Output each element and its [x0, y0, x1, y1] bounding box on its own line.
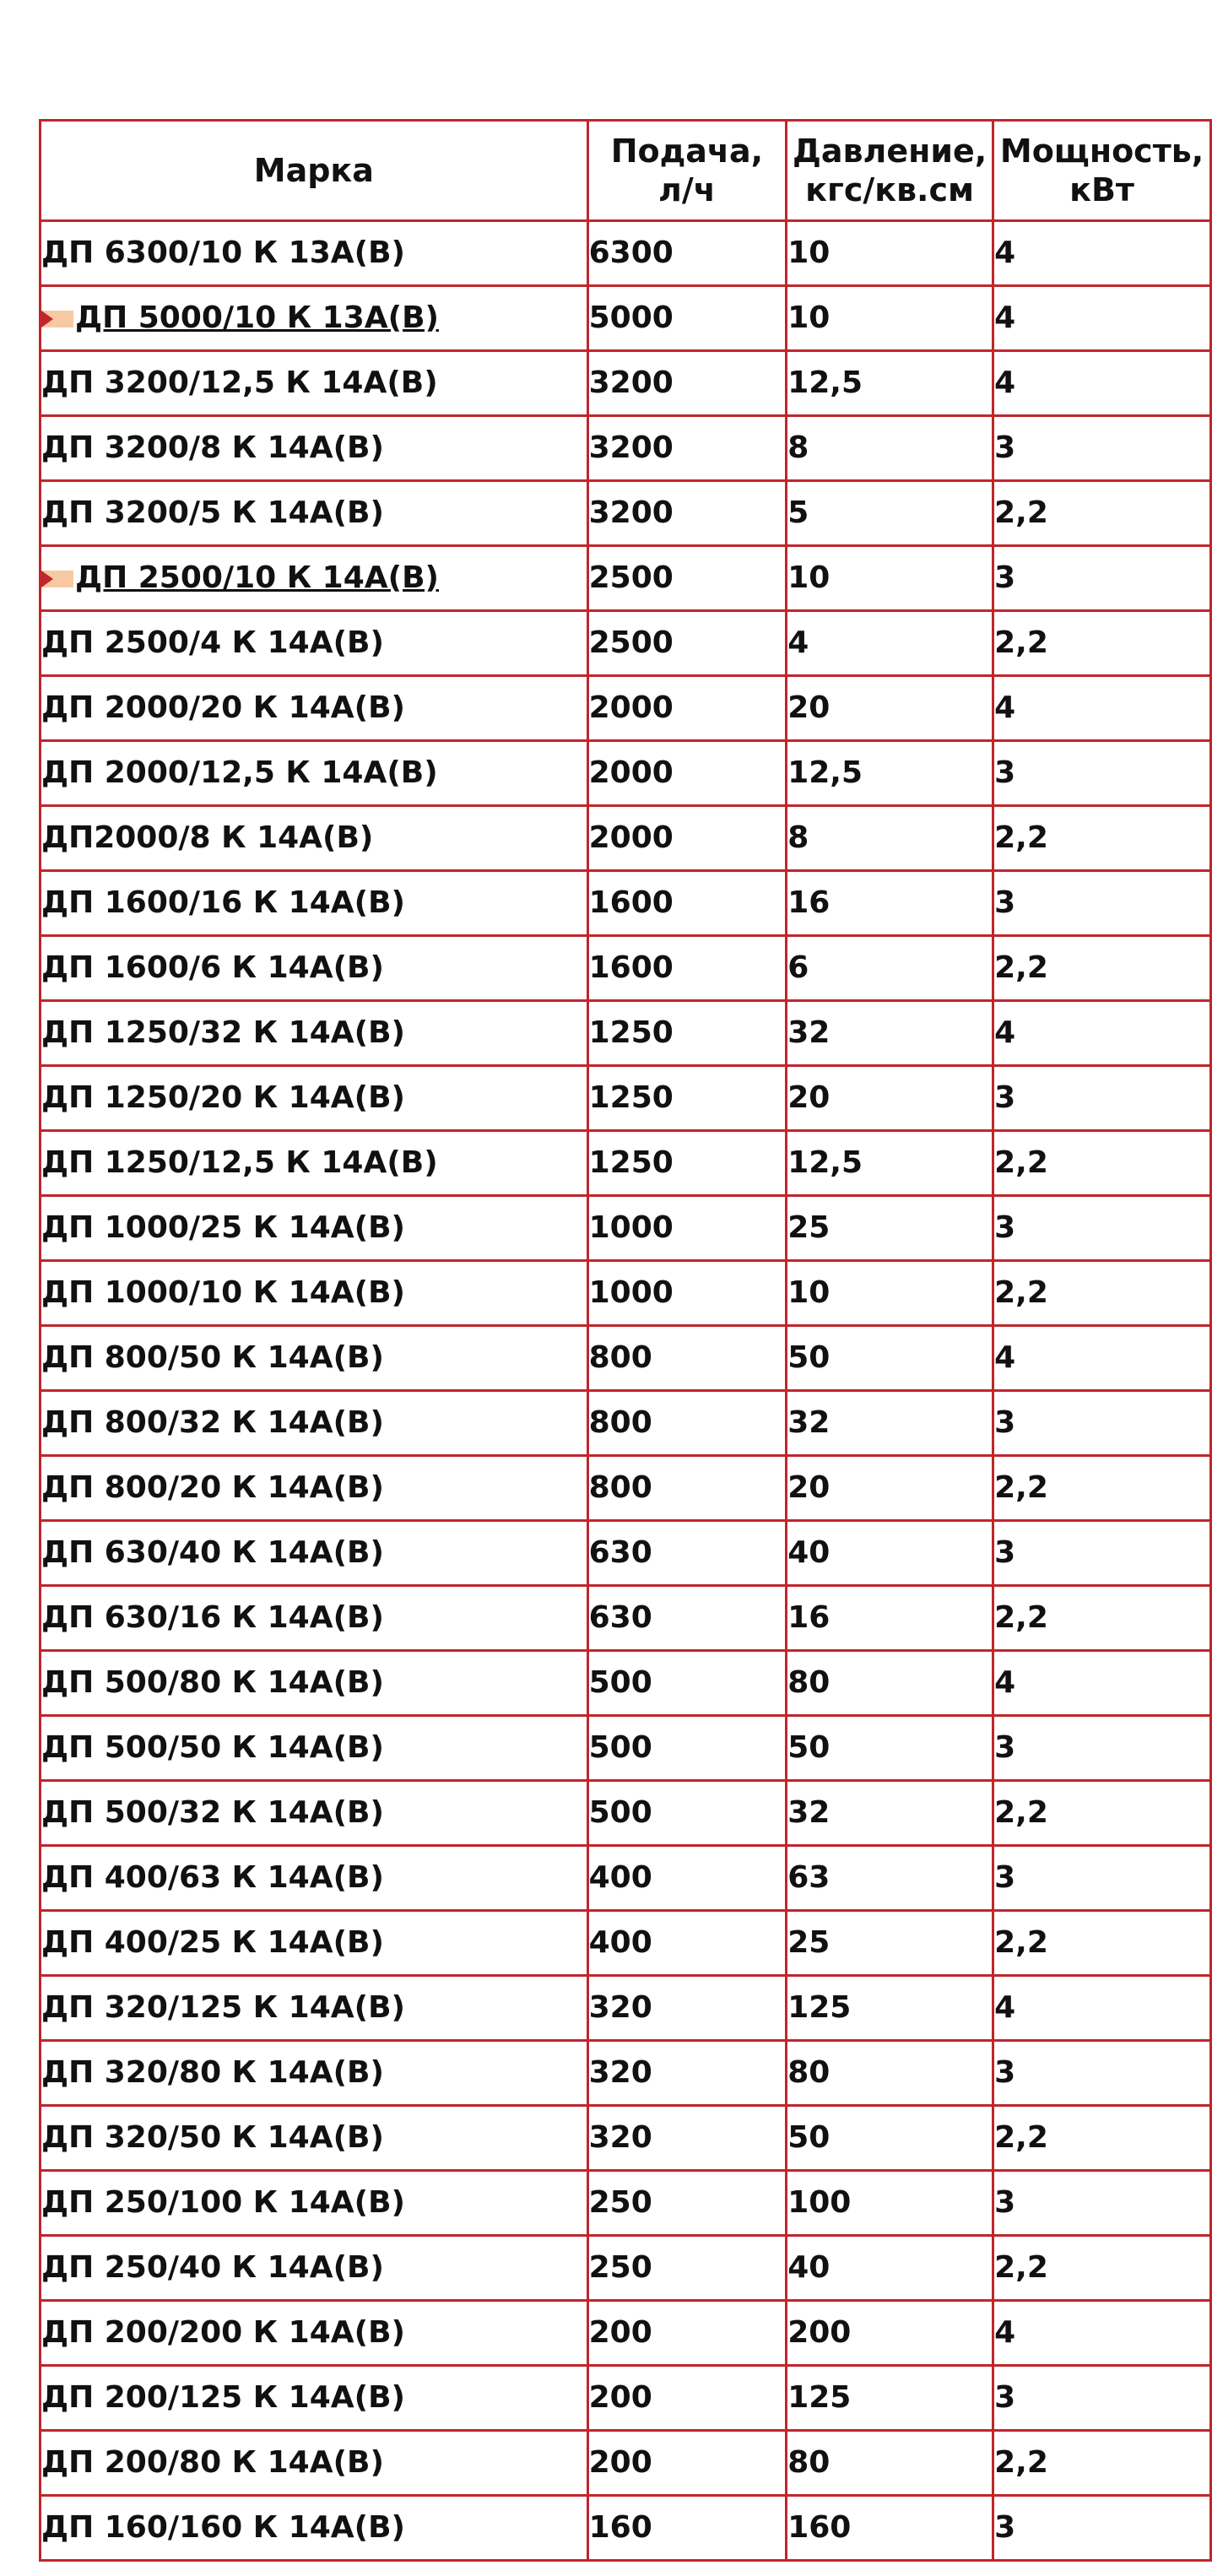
- cell-power: 3: [993, 2041, 1211, 2106]
- cell-pressure: 8: [787, 416, 993, 481]
- cell-mark: [41, 2366, 588, 2431]
- header-pressure: [787, 121, 993, 221]
- cell-pressure: 80: [787, 1651, 993, 1716]
- cell-power: 4: [993, 1976, 1211, 2041]
- cell-flow: 2000: [587, 676, 787, 741]
- header-mark: [41, 121, 588, 221]
- cell-flow: 630: [587, 1521, 787, 1586]
- mark-text: ДП 1000/10 К 14А(В): [41, 1275, 405, 1310]
- cell-pressure: 100: [787, 2171, 993, 2236]
- cell-pressure: 125: [787, 2366, 993, 2431]
- cell-pressure: 10: [787, 546, 993, 611]
- mark-text: ДП 250/40 К 14А(В): [41, 2250, 384, 2285]
- cell-pressure: 125: [787, 1976, 993, 2041]
- table-row: [41, 1391, 1211, 1456]
- header-power: [993, 121, 1211, 221]
- cell-flow: 250: [587, 2236, 787, 2301]
- cell-flow: 800: [587, 1456, 787, 1521]
- cell-power: 4: [993, 2301, 1211, 2366]
- cell-mark: [41, 1066, 588, 1131]
- cell-flow: 400: [587, 1846, 787, 1911]
- cell-power: 2,2: [993, 1456, 1211, 1521]
- table-row: [41, 546, 1211, 611]
- cell-flow: 200: [587, 2301, 787, 2366]
- cell-power: 2,2: [993, 1781, 1211, 1846]
- table-row: [41, 2301, 1211, 2366]
- cell-mark: [41, 1651, 588, 1716]
- mark-text: ДП 1250/20 К 14А(В): [41, 1080, 405, 1115]
- cell-mark: [41, 1261, 588, 1326]
- cell-power: 2,2: [993, 1911, 1211, 1976]
- mark-text: ДП 1000/25 К 14А(В): [41, 1210, 405, 1245]
- table-row: [41, 1781, 1211, 1846]
- cell-mark: [41, 741, 588, 806]
- table-row: [41, 286, 1211, 351]
- table-row: [41, 806, 1211, 871]
- mark-text: ДП 1600/16 К 14А(В): [41, 885, 405, 920]
- cell-mark: [41, 1781, 588, 1846]
- cell-pressure: 32: [787, 1391, 993, 1456]
- cell-power: 3: [993, 1846, 1211, 1911]
- product-link[interactable]: ДП 5000/10 К 13А(В): [75, 300, 439, 335]
- cell-pressure: 80: [787, 2431, 993, 2496]
- table-row: [41, 221, 1211, 286]
- cell-mark: [41, 611, 588, 676]
- cell-mark: [41, 351, 588, 416]
- mark-text: ДП 320/50 К 14А(В): [41, 2120, 384, 2155]
- mark-text: ДП 500/80 К 14А(В): [41, 1665, 384, 1700]
- mark-text: ДП 400/63 К 14А(В): [41, 1860, 384, 1895]
- cell-power: 4: [993, 1001, 1211, 1066]
- cell-mark: [41, 2236, 588, 2301]
- table-row: [41, 1651, 1211, 1716]
- cell-mark: [41, 481, 588, 546]
- cell-mark: [41, 1586, 588, 1651]
- mark-text: ДП 2500/4 К 14А(В): [41, 625, 384, 660]
- cell-flow: 320: [587, 1976, 787, 2041]
- cell-pressure: 12,5: [787, 741, 993, 806]
- mark-text: ДП2000/8 К 14А(В): [41, 820, 374, 855]
- mark-text: ДП 160/160 К 14А(В): [41, 2510, 405, 2545]
- product-link[interactable]: ДП 2500/10 К 14А(В): [75, 560, 439, 595]
- cell-mark: [41, 2106, 588, 2171]
- cell-flow: 3200: [587, 416, 787, 481]
- cell-pressure: 25: [787, 1911, 993, 1976]
- cell-pressure: 25: [787, 1196, 993, 1261]
- mark-text: ДП 1250/32 К 14А(В): [41, 1015, 405, 1050]
- table-row: [41, 2171, 1211, 2236]
- mark-text: ДП 6300/10 К 13А(В): [41, 235, 405, 270]
- table-row: [41, 1716, 1211, 1781]
- cell-pressure: 63: [787, 1846, 993, 1911]
- cell-mark: [41, 1196, 588, 1261]
- table-row: [41, 2366, 1211, 2431]
- cell-flow: 1250: [587, 1066, 787, 1131]
- cell-mark: [41, 1001, 588, 1066]
- cell-power: 4: [993, 221, 1211, 286]
- table-row: [41, 1131, 1211, 1196]
- cell-power: 2,2: [993, 2236, 1211, 2301]
- cell-flow: 400: [587, 1911, 787, 1976]
- cell-mark: [41, 2431, 588, 2496]
- cell-mark: [41, 1391, 588, 1456]
- cell-flow: 3200: [587, 351, 787, 416]
- cell-flow: 800: [587, 1326, 787, 1391]
- cell-power: 2,2: [993, 936, 1211, 1001]
- cell-pressure: 5: [787, 481, 993, 546]
- cell-pressure: 20: [787, 676, 993, 741]
- mark-text: ДП 3200/12,5 К 14А(В): [41, 365, 438, 400]
- cell-power: 3: [993, 546, 1211, 611]
- cell-flow: 320: [587, 2041, 787, 2106]
- cell-mark: [41, 806, 588, 871]
- cell-power: 4: [993, 676, 1211, 741]
- mark-text: ДП 1600/6 К 14А(В): [41, 950, 384, 985]
- header-power-line1: Мощность,: [999, 133, 1204, 170]
- cell-pressure: 16: [787, 871, 993, 936]
- mark-text: ДП 800/32 К 14А(В): [41, 1405, 384, 1440]
- cell-power: 2,2: [993, 1261, 1211, 1326]
- cell-power: 3: [993, 2496, 1211, 2561]
- cell-power: 2,2: [993, 2106, 1211, 2171]
- cell-mark: [41, 2171, 588, 2236]
- cell-pressure: 4: [787, 611, 993, 676]
- cell-mark[interactable]: [41, 286, 588, 351]
- header-flow-line2: л/ч: [657, 171, 716, 208]
- cell-flow: 2500: [587, 611, 787, 676]
- header-mark-label: Марка: [253, 152, 374, 189]
- table-header-row: [41, 121, 1211, 221]
- table-row: [41, 1586, 1211, 1651]
- cell-flow: 1000: [587, 1261, 787, 1326]
- cell-pressure: 32: [787, 1001, 993, 1066]
- cell-power: 3: [993, 2171, 1211, 2236]
- cell-mark: [41, 1326, 588, 1391]
- cell-power: 3: [993, 1196, 1211, 1261]
- mark-text: ДП 200/80 К 14А(В): [41, 2445, 384, 2480]
- mark-text: ДП 320/125 К 14А(В): [41, 1990, 405, 2025]
- table-row: [41, 1066, 1211, 1131]
- table-row: [41, 1326, 1211, 1391]
- table-row: [41, 871, 1211, 936]
- table-row: [41, 2106, 1211, 2171]
- mark-text: ДП 320/80 К 14А(В): [41, 2055, 384, 2090]
- cell-pressure: 10: [787, 221, 993, 286]
- cell-flow: 320: [587, 2106, 787, 2171]
- cell-flow: 200: [587, 2431, 787, 2496]
- table-row: [41, 351, 1211, 416]
- cell-pressure: 50: [787, 2106, 993, 2171]
- header-flow-line1: Подача,: [610, 133, 764, 170]
- cell-flow: 3200: [587, 481, 787, 546]
- cell-flow: 500: [587, 1781, 787, 1846]
- arrow-bullet-icon: [41, 311, 73, 327]
- table-row: [41, 1911, 1211, 1976]
- mark-text: ДП 400/25 К 14А(В): [41, 1925, 384, 1960]
- mark-text: ДП 800/20 К 14А(В): [41, 1470, 384, 1505]
- mark-text: ДП 800/50 К 14А(В): [41, 1340, 384, 1375]
- header-pressure-line2: кгс/кв.см: [805, 171, 975, 208]
- table-row: [41, 1001, 1211, 1066]
- mark-text: ДП 630/40 К 14А(В): [41, 1535, 384, 1570]
- table-row: [41, 2496, 1211, 2561]
- cell-pressure: 50: [787, 1326, 993, 1391]
- cell-power: 4: [993, 286, 1211, 351]
- cell-pressure: 10: [787, 286, 993, 351]
- cell-pressure: 10: [787, 1261, 993, 1326]
- cell-power: 3: [993, 1066, 1211, 1131]
- cell-pressure: 8: [787, 806, 993, 871]
- cell-pressure: 160: [787, 2496, 993, 2561]
- cell-flow: 630: [587, 1586, 787, 1651]
- header-flow: [587, 121, 787, 221]
- cell-power: 2,2: [993, 806, 1211, 871]
- cell-flow: 1250: [587, 1001, 787, 1066]
- cell-flow: 6300: [587, 221, 787, 286]
- cell-pressure: 12,5: [787, 351, 993, 416]
- mark-text: ДП 500/32 К 14А(В): [41, 1795, 384, 1830]
- cell-power: 3: [993, 741, 1211, 806]
- mark-text: ДП 1250/12,5 К 14А(В): [41, 1145, 438, 1180]
- mark-text: ДП 200/200 К 14А(В): [41, 2315, 405, 2350]
- cell-pressure: 20: [787, 1066, 993, 1131]
- table-row: [41, 676, 1211, 741]
- pump-spec-table: [39, 119, 1212, 2562]
- cell-mark[interactable]: [41, 546, 588, 611]
- cell-power: 3: [993, 1521, 1211, 1586]
- cell-mark: [41, 1976, 588, 2041]
- table-row: [41, 481, 1211, 546]
- cell-mark: [41, 416, 588, 481]
- cell-mark: [41, 676, 588, 741]
- cell-pressure: 6: [787, 936, 993, 1001]
- cell-power: 4: [993, 1651, 1211, 1716]
- table-row: [41, 1456, 1211, 1521]
- cell-power: 2,2: [993, 1586, 1211, 1651]
- cell-power: 2,2: [993, 611, 1211, 676]
- cell-mark: [41, 1131, 588, 1196]
- cell-mark: [41, 1911, 588, 1976]
- cell-power: 4: [993, 351, 1211, 416]
- cell-flow: 2000: [587, 806, 787, 871]
- cell-mark: [41, 1716, 588, 1781]
- cell-mark: [41, 2496, 588, 2561]
- cell-mark: [41, 221, 588, 286]
- cell-mark: [41, 2301, 588, 2366]
- table-row: [41, 1976, 1211, 2041]
- cell-mark: [41, 1521, 588, 1586]
- table-row: [41, 1196, 1211, 1261]
- mark-text: ДП 3200/8 К 14А(В): [41, 430, 384, 465]
- cell-mark: [41, 2041, 588, 2106]
- table-row: [41, 1261, 1211, 1326]
- cell-flow: 1000: [587, 1196, 787, 1261]
- mark-text: ДП 3200/5 К 14А(В): [41, 495, 384, 530]
- table-body: [41, 221, 1211, 2561]
- cell-mark: [41, 871, 588, 936]
- cell-mark: [41, 1456, 588, 1521]
- cell-mark: [41, 1846, 588, 1911]
- table-row: [41, 611, 1211, 676]
- cell-power: 3: [993, 1716, 1211, 1781]
- cell-power: 3: [993, 871, 1211, 936]
- table-row: [41, 2236, 1211, 2301]
- cell-flow: 250: [587, 2171, 787, 2236]
- cell-pressure: 40: [787, 2236, 993, 2301]
- cell-pressure: 80: [787, 2041, 993, 2106]
- cell-flow: 500: [587, 1651, 787, 1716]
- table-row: [41, 1846, 1211, 1911]
- cell-flow: 1250: [587, 1131, 787, 1196]
- cell-power: 2,2: [993, 2431, 1211, 2496]
- cell-flow: 500: [587, 1716, 787, 1781]
- mark-text: ДП 250/100 К 14А(В): [41, 2185, 405, 2220]
- cell-pressure: 12,5: [787, 1131, 993, 1196]
- header-power-line2: кВт: [1069, 171, 1134, 208]
- cell-flow: 1600: [587, 936, 787, 1001]
- cell-flow: 2500: [587, 546, 787, 611]
- cell-power: 2,2: [993, 1131, 1211, 1196]
- table-row: [41, 416, 1211, 481]
- cell-pressure: 32: [787, 1781, 993, 1846]
- mark-text: ДП 630/16 К 14А(В): [41, 1600, 384, 1635]
- cell-power: 2,2: [993, 481, 1211, 546]
- mark-text: ДП 2000/20 К 14А(В): [41, 690, 405, 725]
- cell-power: 4: [993, 1326, 1211, 1391]
- table-row: [41, 1521, 1211, 1586]
- cell-pressure: 50: [787, 1716, 993, 1781]
- mark-text: ДП 500/50 К 14А(В): [41, 1730, 384, 1765]
- header-pressure-line1: Давление,: [793, 133, 987, 170]
- table-row: [41, 2431, 1211, 2496]
- cell-flow: 200: [587, 2366, 787, 2431]
- table-row: [41, 2041, 1211, 2106]
- table-row: [41, 741, 1211, 806]
- arrow-bullet-icon: [41, 571, 73, 587]
- cell-pressure: 40: [787, 1521, 993, 1586]
- cell-power: 3: [993, 416, 1211, 481]
- cell-flow: 2000: [587, 741, 787, 806]
- cell-pressure: 200: [787, 2301, 993, 2366]
- cell-flow: 1600: [587, 871, 787, 936]
- cell-power: 3: [993, 1391, 1211, 1456]
- cell-power: 3: [993, 2366, 1211, 2431]
- cell-pressure: 20: [787, 1456, 993, 1521]
- cell-flow: 5000: [587, 286, 787, 351]
- cell-mark: [41, 936, 588, 1001]
- mark-text: ДП 200/125 К 14А(В): [41, 2380, 405, 2415]
- mark-text: ДП 2000/12,5 К 14А(В): [41, 755, 438, 790]
- cell-pressure: 16: [787, 1586, 993, 1651]
- cell-flow: 800: [587, 1391, 787, 1456]
- table-row: [41, 936, 1211, 1001]
- cell-flow: 160: [587, 2496, 787, 2561]
